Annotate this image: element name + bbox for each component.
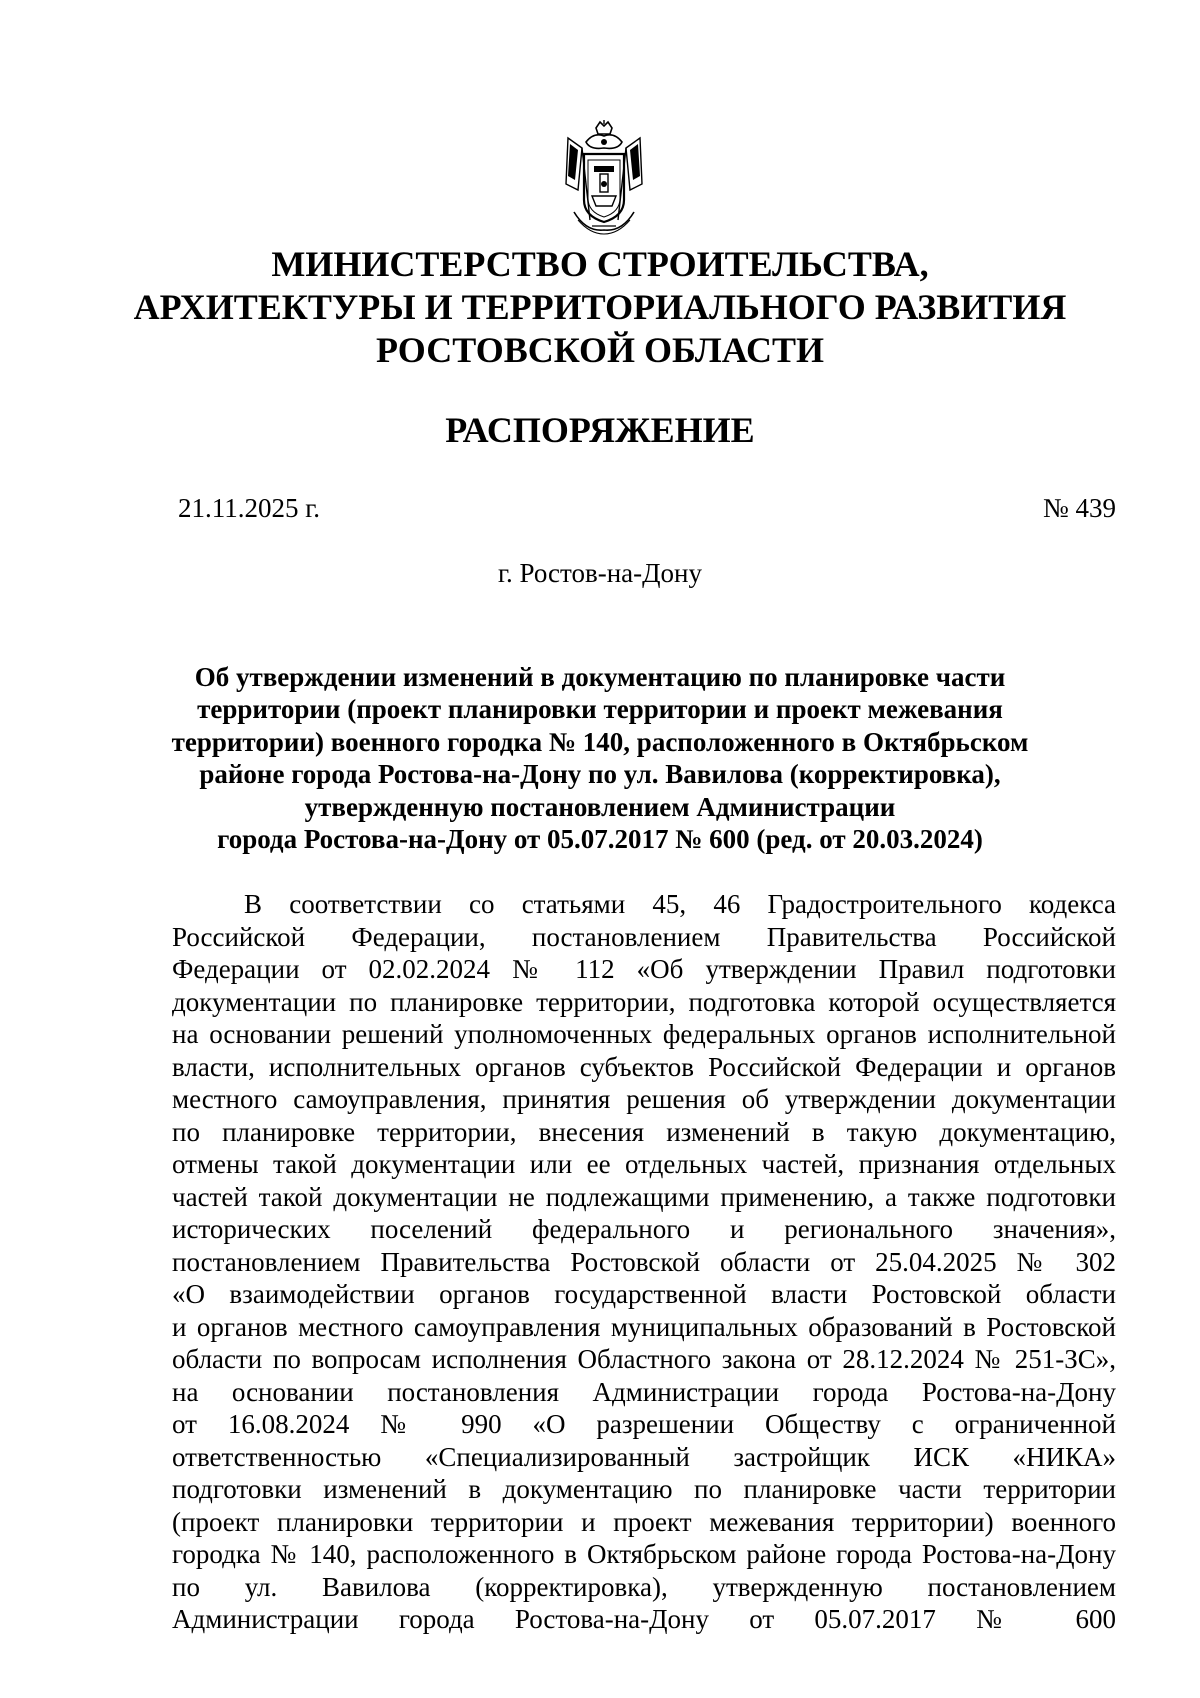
body-line: власти, исполнительных органов субъектов Российской Федерации и органов: [172, 1051, 1116, 1082]
body-line: по ул. Вавилова (корректировка), утвержденную постановлением: [172, 1571, 1116, 1602]
body-line: В соответствии со статьями 45, 46 Градостроительного кодекса: [244, 889, 1116, 919]
body-line: от 16.08.2024 № 990 «О разрешении Обществу с ограниченной: [172, 1409, 1116, 1439]
ministry-title: [0, 243, 1200, 372]
body-line: и органов местного самоуправления муниципальных образований в Ростовской: [172, 1311, 1116, 1342]
body-line: подготовки изменений в документацию по планировке части территории: [172, 1474, 1116, 1504]
subject-line: утвержденную постановлением Администрации: [304, 791, 896, 822]
body-line: Федерации от 02.02.2024 № 112 «Об утверждении Правил подготовки: [172, 954, 1116, 984]
body-line: (проект планировки территории и проект межевания территории) военного: [172, 1506, 1116, 1537]
ministry-title-line: МИНИСТЕРСТВО СТРОИТЕЛЬСТВА,: [271, 244, 929, 284]
body-line: на основании постановления Администрации города Ростова-на-Дону: [172, 1376, 1116, 1407]
body-line: частей такой документации не подлежащими применению, а также подготовки: [172, 1181, 1116, 1212]
subject-line: города Ростова-на-Дону от 05.07.2017 № 600 (ред. от 20.03.2024): [217, 824, 983, 855]
document-date: 21.11.2025 г.: [178, 493, 321, 523]
body-line: городка № 140, расположенного в Октябрьском районе города Ростова-на-Дону: [172, 1539, 1116, 1569]
subject-line: территории) военного городка № 140, расположенного в Октябрьском: [171, 726, 1029, 757]
ministry-title-line: АРХИТЕКТУРЫ И ТЕРРИТОРИАЛЬНОГО РАЗВИТИЯ: [133, 287, 1067, 327]
subject-line: районе города Ростова-на-Дону по ул. Вавилова (корректировка),: [199, 759, 1001, 790]
body-line: отмены такой документации или ее отдельных частей, признания отдельных: [172, 1149, 1116, 1179]
document-number: № 439: [1042, 493, 1116, 523]
body-line: на основании решений уполномоченных федеральных органов исполнительной: [172, 1019, 1116, 1049]
ministry-title-line: РОСТОВСКОЙ ОБЛАСТИ: [376, 330, 824, 370]
body-line: исторических поселений федерального и регионального значения»,: [172, 1214, 1116, 1244]
subject-line: территории (проект планировки территории и проект межевания: [197, 694, 1003, 725]
body-paragraph: [172, 888, 1116, 1636]
subject-line: Об утверждении изменений в документацию по планировке части: [194, 662, 1006, 692]
body-line: «О взаимодействии органов государственной власти Ростовской области: [172, 1279, 1116, 1309]
body-line: по планировке территории, внесения изменений в такую документацию,: [172, 1116, 1116, 1147]
document-city: г. Ростов-на-Дону: [497, 558, 702, 588]
document-type: РАСПОРЯЖЕНИЕ: [445, 410, 755, 450]
body-line: Администрации города Ростова-на-Дону от 05.07.2017 № 600: [172, 1604, 1116, 1634]
document-subject: [170, 661, 1030, 855]
body-line: Российской Федерации, постановлением Правительства Российской: [172, 921, 1116, 952]
body-line: ответственностью «Специализированный застройщик ИСК «НИКА»: [172, 1441, 1116, 1472]
coat-of-arms-icon: [562, 120, 646, 236]
body-line: области по вопросам исполнения Областного закона от 28.12.2024 № 251-ЗС»,: [172, 1344, 1116, 1374]
body-line: постановлением Правительства Ростовской области от 25.04.2025 № 302: [172, 1246, 1116, 1277]
body-line: местного самоуправления, принятия решения об утверждении документации: [172, 1084, 1116, 1114]
body-line: документации по планировке территории, подготовка которой осуществляется: [172, 986, 1116, 1017]
